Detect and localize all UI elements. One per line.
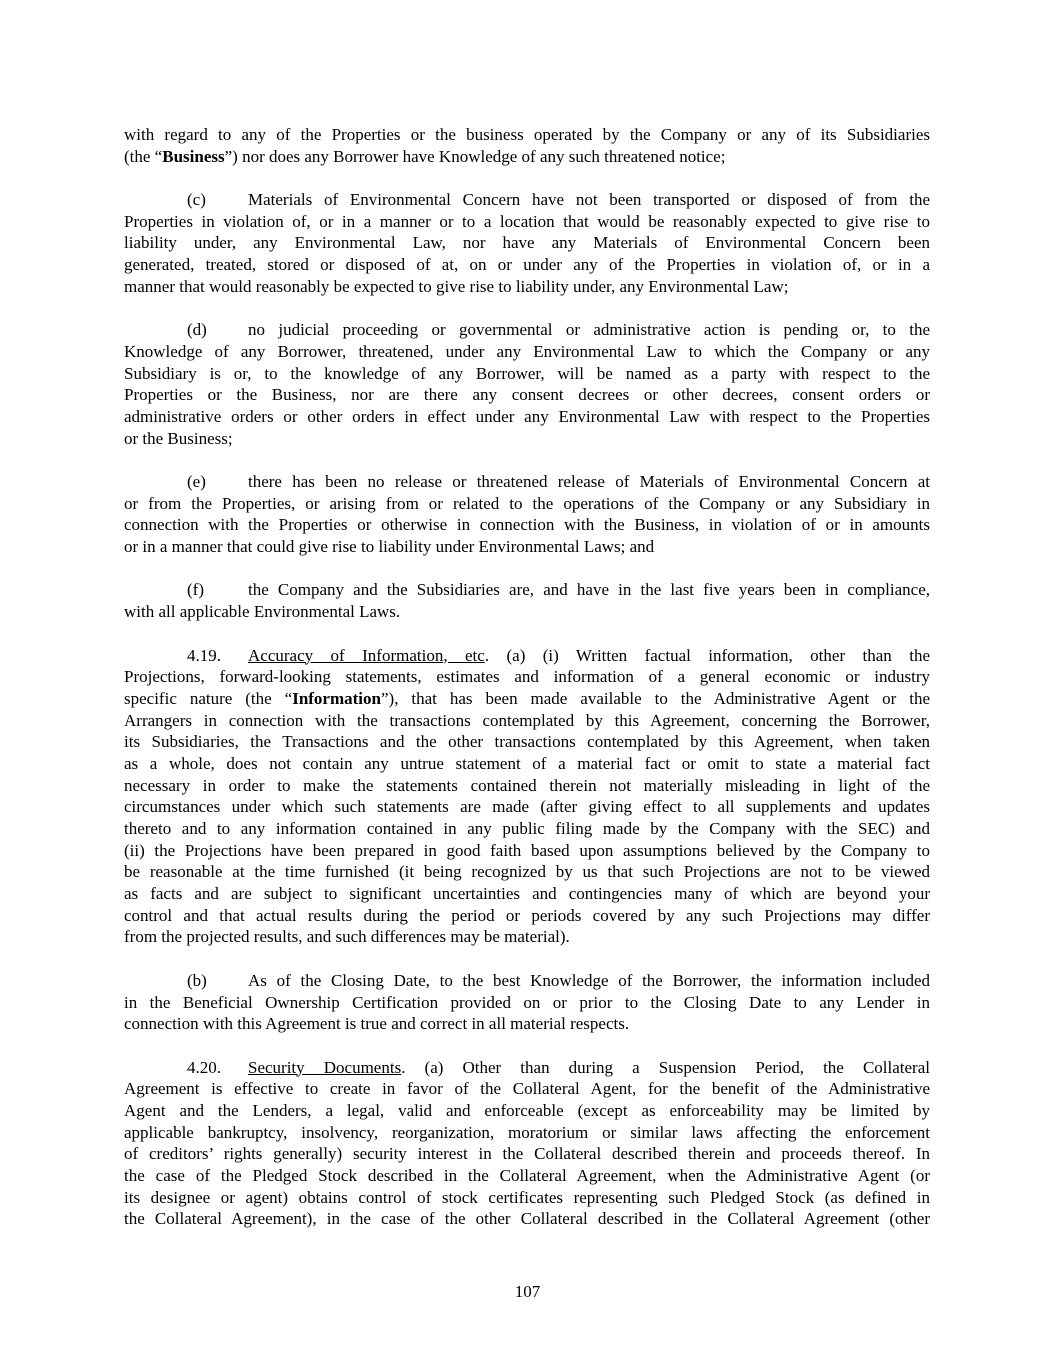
text-line [124, 1165, 930, 1187]
text-run: (the “ [124, 146, 163, 166]
text-line [124, 905, 930, 927]
paragraph [124, 645, 930, 949]
text-line [124, 384, 930, 406]
text-run: with regard to any of the Properties or the business operated by the Company or any of its Subsidiaries [124, 125, 930, 144]
text-run: . (a) Other than during a Suspension Period, the Collateral [401, 1057, 930, 1077]
text-line [124, 276, 930, 298]
text-run: the Collateral Agreement), in the case of the other Collateral described in the Collateral Agreement (other [124, 1209, 930, 1229]
text-run: there has been no release or threatened release of Materials of Environmental Concern at [248, 472, 930, 491]
paragraph-label: 4.19. [187, 645, 221, 665]
text-run: Properties in violation of, or in a manner or to a location that would be reasonably expected to give rise to [124, 211, 930, 231]
text-line [124, 666, 930, 688]
text-run: or the Business; [124, 428, 233, 448]
text-line [124, 1078, 930, 1100]
text-run: of creditors’ rights generally) security interest in the Collateral described therein and proceeds thereof. In [124, 1144, 930, 1164]
text-run: . (a) (i) Written factual information, other than the [484, 645, 930, 665]
section-heading: Security Documents [248, 1057, 402, 1077]
text-run: as facts and are subject to significant uncertainties and contingencies many of which are beyond your [124, 884, 930, 904]
text-line [124, 926, 930, 948]
text-line [124, 493, 930, 515]
defined-term: Business [162, 146, 225, 166]
text-line [124, 428, 930, 450]
text-run: As of the Closing Date, to the best Knowledge of the Borrower, the information included [248, 970, 930, 990]
text-line [124, 232, 930, 254]
text-line [124, 1057, 930, 1079]
text-line [124, 731, 930, 753]
text-line [124, 579, 930, 601]
text-run: its Subsidiaries, the Transactions and the other transactions contemplated by this Agreement, when taken [124, 732, 930, 752]
text-line [124, 818, 930, 840]
text-run: specific nature (the “ [124, 688, 293, 708]
text-line [124, 189, 930, 211]
text-run: Agent and the Lenders, a legal, valid and enforceable (except as enforceability may be limited by [124, 1100, 930, 1120]
text-line [124, 406, 930, 428]
text-line [124, 840, 930, 862]
text-line [124, 319, 930, 341]
text-line [124, 688, 930, 710]
text-run: generated, treated, stored or disposed of at, on or under any of the Properties in violation of, or in a [124, 255, 930, 275]
paragraph [124, 1057, 930, 1231]
text-line [124, 536, 930, 558]
text-run: Properties or the Business, nor are there any consent decrees or other decrees, consent orders or [124, 385, 930, 405]
text-line [124, 254, 930, 276]
text-line [124, 992, 930, 1014]
text-run: ”), that has been made available to the Administrative Agent or the [380, 688, 930, 708]
text-run: control and that actual results during the period or periods covered by any such Projections may differ [124, 905, 930, 925]
text-run: the case of the Pledged Stock described in the Collateral Agreement, when the Administrative Agent (or [124, 1166, 930, 1185]
text-run: be reasonable at the time furnished (it being recognized by us that such Projections are not to be viewed [124, 862, 930, 882]
paragraph-label: (c) [187, 190, 206, 210]
paragraph-label: (d) [187, 320, 207, 340]
text-line [124, 1208, 930, 1230]
text-run: (ii) the Projections have been prepared in good faith based upon assumptions believed by the Company to [124, 840, 930, 860]
text-run: its designee or agent) obtains control of stock certificates representing such Pledged Stock (as defined in [124, 1187, 930, 1207]
text-line [124, 211, 930, 233]
text-run: ”) nor does any Borrower have Knowledge of any such threatened notice; [224, 146, 726, 166]
paragraph [124, 319, 930, 449]
text-line [124, 710, 930, 732]
paragraph-label: (f) [187, 580, 204, 600]
text-line [124, 124, 930, 146]
defined-term: Information [292, 688, 381, 708]
text-line [124, 1122, 930, 1144]
text-run: thereto and to any information contained in any public filing made by the Company with the SEC) and [124, 819, 930, 838]
text-run: liability under, any Environmental Law, nor have any Materials of Environmental Concern been [124, 233, 930, 253]
paragraph [124, 124, 930, 167]
text-run: the Company and the Subsidiaries are, and have in the last five years been in compliance, [248, 580, 930, 600]
text-line [124, 146, 930, 168]
text-run: administrative orders or other orders in effect under any Environmental Law with respect to the Properties [124, 406, 930, 426]
text-line [124, 970, 930, 992]
text-line [124, 1143, 930, 1165]
text-line [124, 471, 930, 493]
text-line [124, 1100, 930, 1122]
text-run: from the projected results, and such differences may be material). [124, 927, 570, 947]
text-run: necessary in order to make the statements contained therein not materially misleading in light of the [124, 775, 930, 795]
text-line [124, 363, 930, 385]
text-line [124, 796, 930, 818]
text-run: in the Beneficial Ownership Certification provided on or prior to the Closing Date to any Lender in [124, 992, 930, 1012]
text-line [124, 883, 930, 905]
text-run: circumstances under which such statements are made (after giving effect to all supplements and updates [124, 797, 930, 817]
document-body [124, 124, 930, 1252]
text-run: no judicial proceeding or governmental or administrative action is pending or, to the [248, 320, 930, 340]
page-number: 107 [514, 1282, 541, 1301]
text-line [124, 645, 930, 667]
paragraph [124, 970, 930, 1035]
text-run: with all applicable Environmental Laws. [124, 602, 401, 622]
text-run: Projections, forward-looking statements, estimates and information of a general economic or industry [124, 667, 930, 687]
text-run: or from the Properties, or arising from or related to the operations of the Company or any Subsidiary in [124, 493, 930, 513]
paragraph [124, 189, 930, 297]
text-line [124, 753, 930, 775]
text-line [124, 1187, 930, 1209]
text-line [124, 514, 930, 536]
text-line [124, 601, 930, 623]
text-run: Subsidiary is or, to the knowledge of any Borrower, will be named as a party with respect to the [124, 363, 930, 383]
paragraph-label: (b) [187, 970, 207, 990]
text-line [124, 1013, 930, 1035]
text-run: Knowledge of any Borrower, threatened, under any Environmental Law to which the Company or any [124, 341, 930, 361]
text-line [124, 775, 930, 797]
paragraph [124, 579, 930, 622]
text-line [124, 861, 930, 883]
text-line [124, 341, 930, 363]
text-run: Materials of Environmental Concern have not been transported or disposed of from the [248, 190, 930, 210]
text-run: as a whole, does not contain any untrue statement of a material fact or omit to state a material fact [124, 753, 930, 773]
paragraph-label: (e) [187, 472, 206, 491]
text-run: or in a manner that could give rise to liability under Environmental Laws; and [124, 537, 655, 557]
text-run: connection with this Agreement is true and correct in all material respects. [124, 1014, 630, 1034]
paragraph [124, 471, 930, 558]
text-run: Agreement is effective to create in favor of the Collateral Agent, for the benefit of the Administrative [124, 1079, 930, 1099]
text-run: connection with the Properties or otherwise in connection with the Business, in violation of or in amounts [124, 515, 930, 535]
text-run: applicable bankruptcy, insolvency, reorganization, moratorium or similar laws affecting the enforcement [124, 1122, 930, 1142]
text-run: manner that would reasonably be expected to give rise to liability under, any Environmental Law; [124, 276, 789, 296]
paragraph-label: 4.20. [187, 1057, 221, 1077]
text-run: Arrangers in connection with the transactions contemplated by this Agreement, concerning the Borrower, [124, 710, 930, 730]
section-heading: Accuracy of Information, etc [248, 645, 485, 665]
